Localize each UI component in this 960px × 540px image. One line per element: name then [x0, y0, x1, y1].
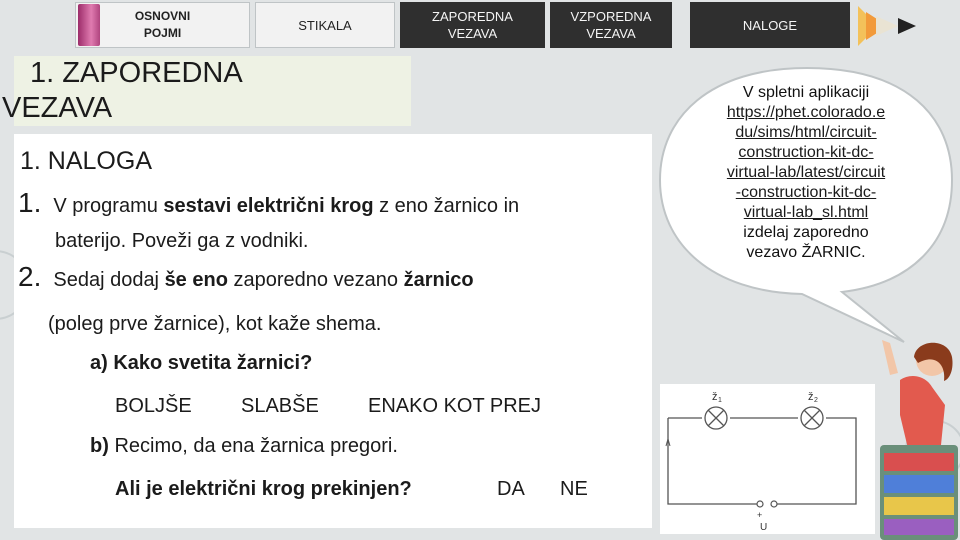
- tab-stikala[interactable]: [255, 2, 395, 48]
- page-title: [0, 56, 420, 126]
- tab-label: VZPOREDNA: [570, 9, 652, 24]
- step-text: V programu: [53, 195, 164, 217]
- answer-option-enako[interactable]: ENAKO KOT PREJ: [368, 395, 542, 417]
- tab-label: VEZAVA: [447, 26, 498, 41]
- battery-label: U: [760, 522, 768, 533]
- page-title-line1: 1. ZAPOREDNA: [30, 57, 243, 89]
- task-title: 1. NALOGA: [20, 147, 152, 175]
- question-b-label: b): [90, 435, 109, 457]
- link-line[interactable]: virtual-lab_sl.html: [743, 204, 869, 221]
- battery-plus: +: [757, 510, 763, 520]
- question-b-text: Recimo, da ena žarnica pregori.: [108, 435, 398, 457]
- step-text: z eno žarnico in: [373, 195, 520, 217]
- bulb2-sub: 2: [814, 397, 818, 404]
- pencils-icon: [858, 6, 918, 46]
- bubble-outro: vezavo ŽARNIC.: [746, 244, 866, 261]
- task-step-2-cont: (poleg prve žarnice), kot kaže shema.: [48, 313, 382, 335]
- step-text-bold: sestavi električni krog: [163, 195, 374, 217]
- tab-vzporedna-vezava[interactable]: [550, 2, 672, 48]
- tab-label: NALOGE: [742, 17, 798, 33]
- page-title-line2: VEZAVA: [2, 92, 113, 124]
- tab-zaporedna-vezava[interactable]: [400, 2, 545, 48]
- bulb1-sub: 1: [718, 397, 722, 404]
- tab-label: STIKALA: [298, 17, 352, 33]
- step-text: zaporedno vezano: [227, 269, 404, 291]
- teacher-illustration: [870, 335, 960, 540]
- answer-option-slabse[interactable]: SLABŠE: [241, 395, 319, 417]
- tab-label: OSNOVNI: [134, 9, 191, 23]
- step-number: 1.: [18, 187, 42, 218]
- bulb2-label: ž: [808, 391, 814, 403]
- link-line[interactable]: virtual-lab/latest/circuit: [726, 164, 886, 181]
- task-step-2: [18, 261, 474, 293]
- phet-link[interactable]: [700, 103, 912, 223]
- step-text-bold: še eno: [164, 269, 228, 291]
- question-b2: Ali je električni krog prekinjen?: [115, 478, 412, 500]
- task-step-1-cont: baterijo. Poveži ga z vodniki.: [55, 230, 309, 252]
- step-number: 2.: [18, 261, 42, 292]
- answer-option-da[interactable]: DA: [497, 478, 525, 500]
- bubble-outro: izdelaj zaporedno: [743, 224, 869, 241]
- question-a: a) Kako svetita žarnici?: [90, 352, 313, 374]
- step-text: Sedaj dodaj: [53, 269, 165, 291]
- tab-label: POJMI: [143, 26, 182, 40]
- tab-naloge[interactable]: [690, 2, 850, 48]
- bubble-text: [700, 83, 912, 263]
- link-line[interactable]: -construction-kit-dc-: [735, 184, 877, 201]
- link-line[interactable]: https://phet.colorado.e: [726, 104, 886, 121]
- link-line[interactable]: du/sims/html/circuit-: [735, 124, 877, 141]
- answer-option-bolje[interactable]: BOLJŠE: [115, 395, 192, 417]
- step-text-bold: žarnico: [403, 269, 474, 291]
- answer-option-ne[interactable]: NE: [560, 478, 588, 500]
- link-line[interactable]: construction-kit-dc-: [738, 144, 874, 161]
- bubble-intro: V spletni aplikaciji: [742, 84, 870, 101]
- circuit-diagram: [660, 384, 875, 534]
- book-icon: [78, 4, 100, 46]
- tab-osnovni-pojmi[interactable]: [75, 2, 250, 48]
- question-b: [90, 433, 398, 459]
- tab-label: ZAPOREDNA: [432, 9, 513, 24]
- tab-label: VEZAVA: [586, 26, 636, 41]
- task-step-1: [18, 187, 520, 219]
- bulb1-label: ž: [712, 391, 718, 403]
